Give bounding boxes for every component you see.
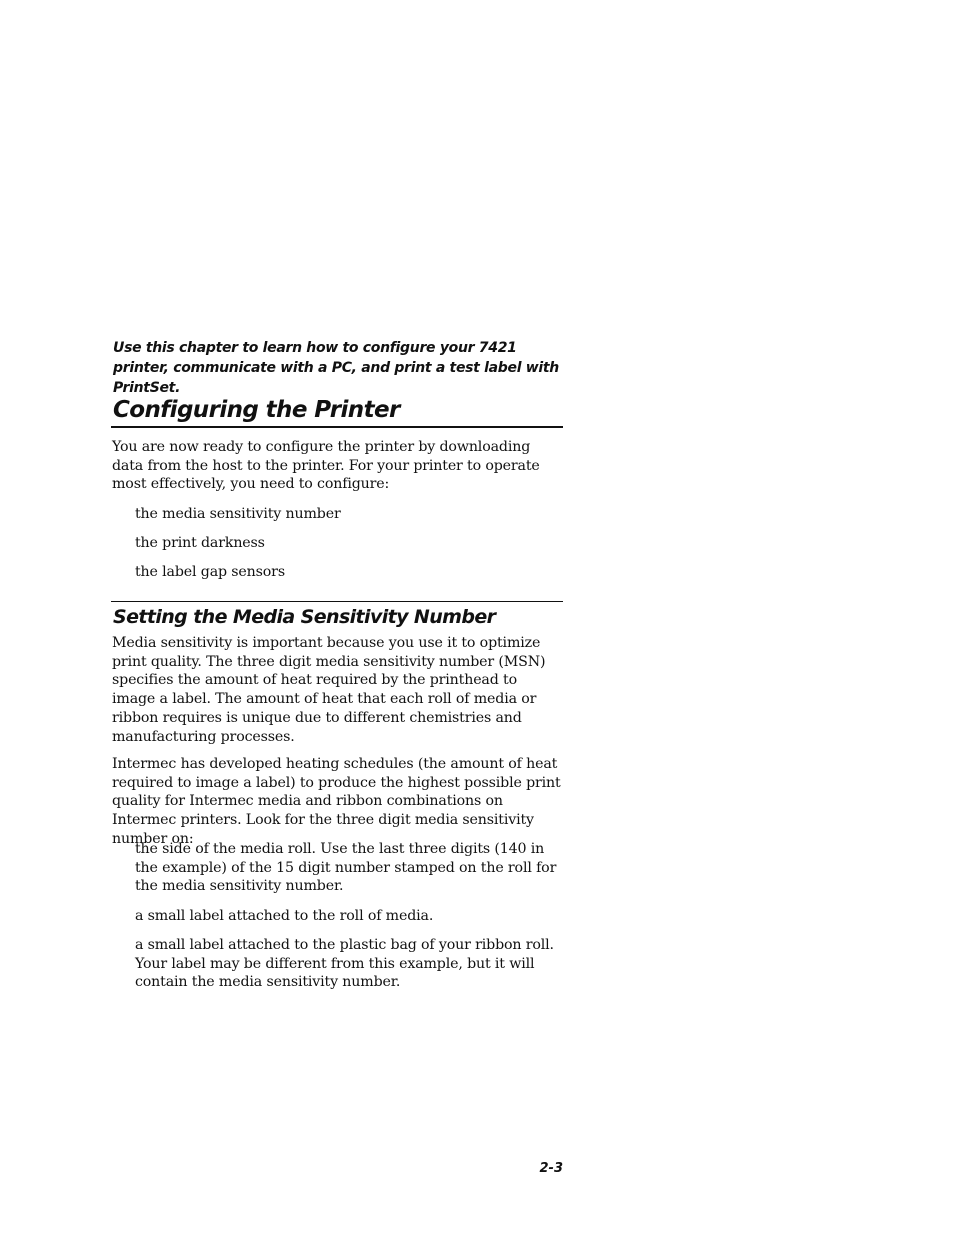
- list-item: the label gap sensors: [135, 564, 285, 580]
- subsection-paragraph: Intermec has developed heating schedules (the amount of heat required to image a label) to produce the highest possible print quality for Intermec media and ribbon combinations on Intermec printers. Look for the three digit media sensitivity number on:: [112, 756, 561, 847]
- list-item: a small label attached to the plastic bag of your ribbon roll. Your label may be different from this example, but it will contain the media sensitivity number.: [135, 937, 554, 991]
- list-item: a small label attached to the roll of media.: [135, 908, 434, 924]
- section-heading: Configuring the Printer: [113, 397, 400, 423]
- list-item: the side of the media roll. Use the last three digits (140 in the example) of the 15 digit number stamped on the roll for the media sensitivity number.: [135, 841, 557, 895]
- list-item: the print darkness: [135, 535, 265, 551]
- subsection-heading: Setting the Media Sensitivity Number: [113, 606, 496, 628]
- subsection-heading-rule: [111, 601, 563, 602]
- chapter-intro: Use this chapter to learn how to configure your 7421 printer, communicate with a PC, and print a test label with PrintSet.: [113, 340, 559, 396]
- subsection-paragraph: Media sensitivity is important because you use it to optimize print quality. The three digit media sensitivity number (MSN) specifies the amount of heat required by the printhead to image a label. The amount of heat that each roll of media or ribbon requires is unique due to different chemistries and manufacturing processes.: [112, 635, 546, 745]
- page-number: 2-3: [539, 1161, 563, 1176]
- section-paragraph: You are now ready to configure the printer by downloading data from the host to the printer. For your printer to operate most effectively, you need to configure:: [112, 439, 540, 493]
- list-item: the media sensitivity number: [135, 506, 341, 522]
- section-heading-rule: [111, 426, 563, 428]
